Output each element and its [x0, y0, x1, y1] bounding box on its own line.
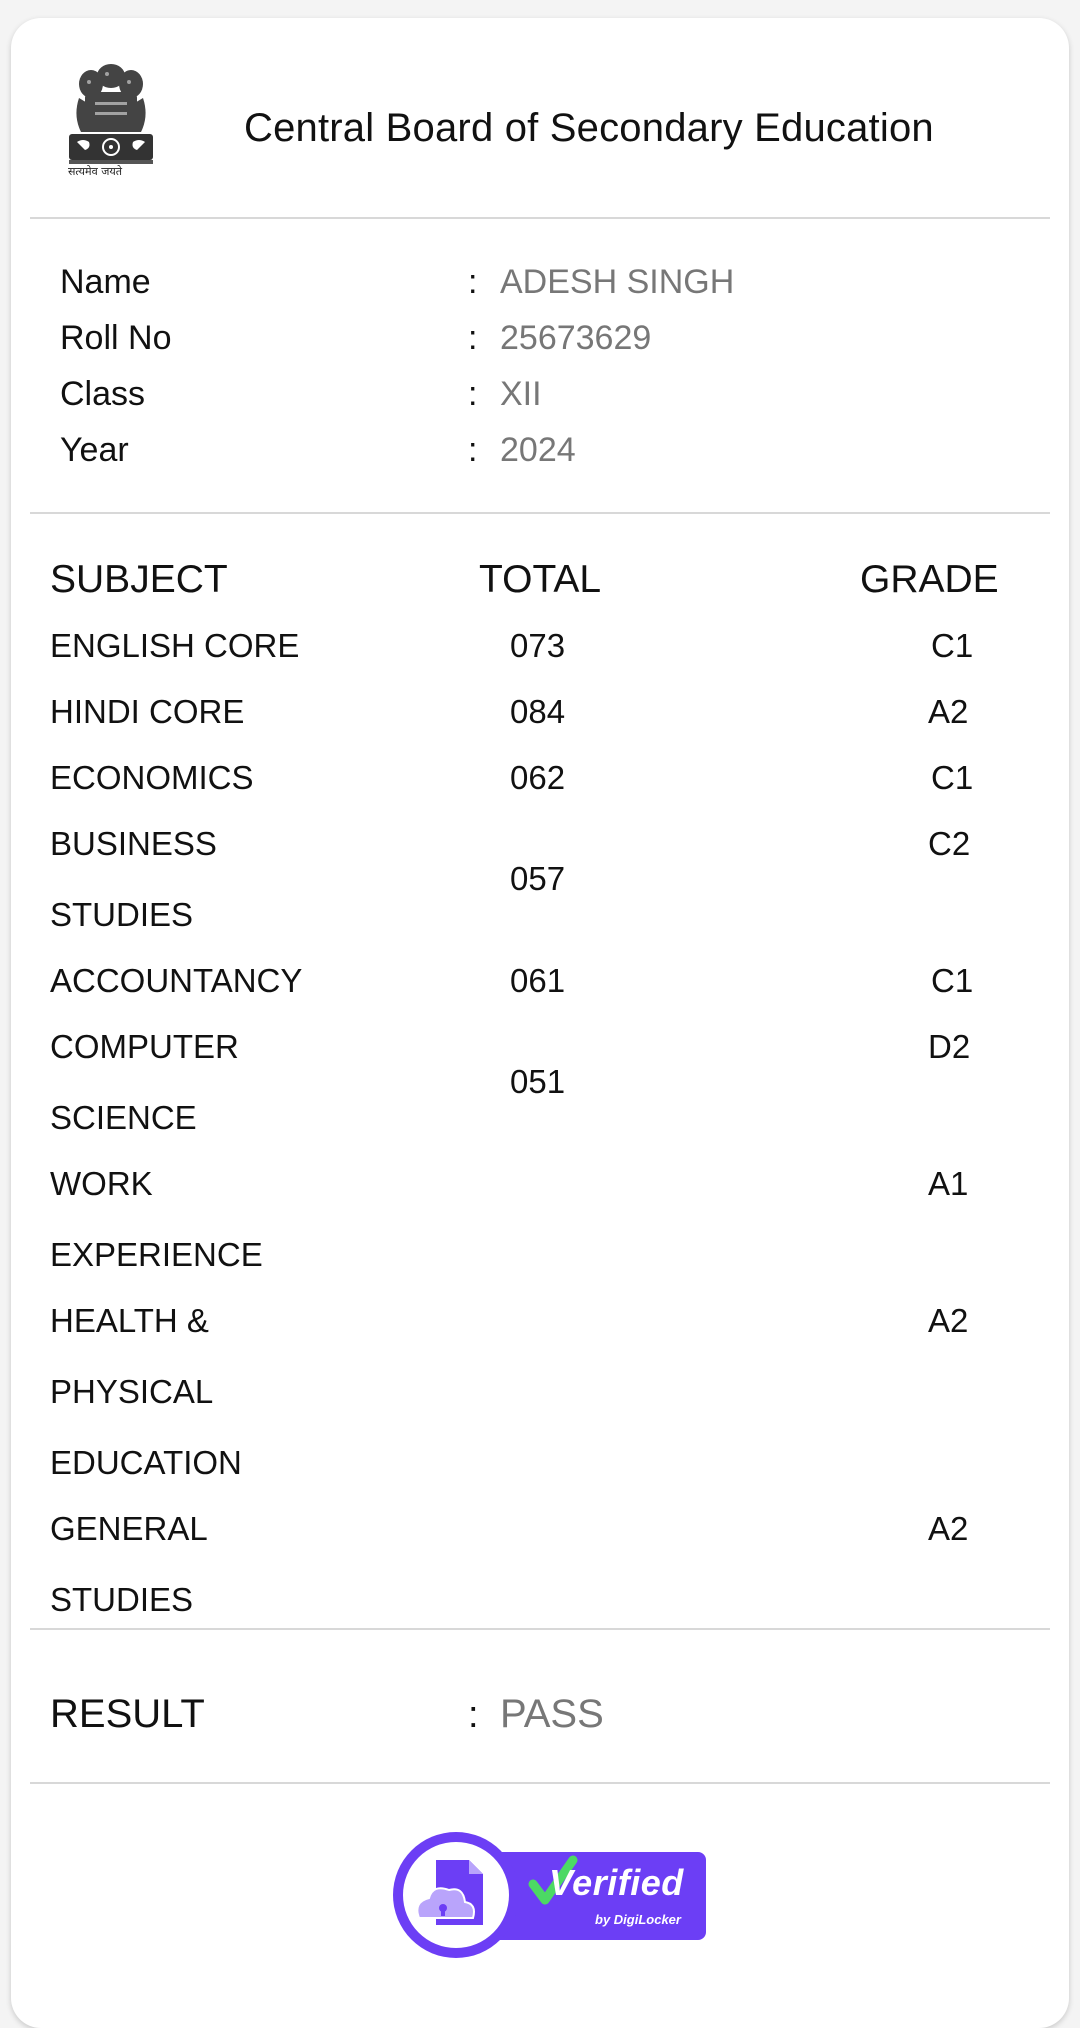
- total-cell: 051: [510, 1063, 566, 1100]
- subject-cell: BUSINESS: [50, 825, 217, 862]
- grade-cell: C1: [931, 759, 974, 796]
- total-cell: 061: [510, 962, 566, 999]
- grade-cell: C2: [928, 825, 971, 862]
- verified-label: Verified: [549, 1862, 684, 1903]
- subject-cell: WORK: [50, 1165, 153, 1202]
- total-cell: 073: [510, 627, 566, 664]
- grade-cell: A2: [928, 1510, 969, 1547]
- header: [11, 18, 1069, 218]
- subject-cell: EDUCATION: [50, 1444, 242, 1481]
- separator: :: [468, 431, 478, 469]
- subject-cell: STUDIES: [50, 1581, 194, 1618]
- name-value: ADESH SINGH: [500, 263, 735, 301]
- result-label: RESULT: [50, 1692, 205, 1736]
- subject-cell: GENERAL: [50, 1510, 208, 1547]
- result-value: PASS: [500, 1692, 604, 1736]
- grade-header: GRADE: [860, 558, 999, 601]
- subject-cell: ECONOMICS: [50, 759, 254, 796]
- digilocker-label: by DigiLocker: [595, 1912, 681, 1927]
- total-cell: 084: [510, 693, 566, 730]
- header-divider: [30, 217, 1050, 219]
- total-cell: 062: [510, 759, 566, 796]
- roll-no-label: Roll No: [60, 319, 172, 357]
- subject-cell: EXPERIENCE: [50, 1236, 263, 1273]
- year-value: 2024: [500, 431, 576, 469]
- class-label: Class: [60, 375, 146, 413]
- table-divider: [30, 1628, 1050, 1630]
- subject-cell: STUDIES: [50, 896, 194, 933]
- subject-cell: ENGLISH CORE: [50, 627, 300, 664]
- subject-header: SUBJECT: [50, 558, 228, 601]
- subject-cell: HINDI CORE: [50, 693, 245, 730]
- grade-cell: A2: [928, 693, 969, 730]
- total-header: TOTAL: [479, 558, 602, 601]
- subject-cell: SCIENCE: [50, 1099, 197, 1136]
- grade-cell: C1: [931, 627, 974, 664]
- roll-no-value: 25673629: [500, 319, 652, 357]
- grade-cell: A2: [928, 1302, 969, 1339]
- separator: :: [468, 263, 478, 301]
- subject-cell: COMPUTER: [50, 1028, 239, 1065]
- board-title: Central Board of Secondary Education: [244, 106, 934, 150]
- separator: :: [468, 375, 478, 413]
- name-row: [11, 263, 1069, 313]
- class-value: XII: [500, 375, 542, 413]
- total-cell: 057: [510, 860, 566, 897]
- result-card: [11, 18, 1069, 2028]
- year-label: Year: [60, 431, 129, 469]
- grade-cell: A1: [928, 1165, 969, 1202]
- national-emblem-icon: [59, 54, 163, 204]
- digilocker-verified-badge: [391, 1830, 716, 1960]
- name-label: Name: [60, 263, 151, 301]
- grade-cell: C1: [931, 962, 974, 999]
- emblem-motto: सत्यमेव जयते: [68, 165, 123, 178]
- grade-cell: D2: [928, 1028, 971, 1065]
- roll-no-row: [11, 319, 1069, 369]
- year-row: [11, 431, 1069, 481]
- result-divider: [30, 1782, 1050, 1784]
- subject-cell: ACCOUNTANCY: [50, 962, 303, 999]
- subject-cell: PHYSICAL: [50, 1373, 214, 1410]
- separator: :: [468, 319, 478, 357]
- subject-cell: HEALTH &: [50, 1302, 209, 1339]
- class-row: [11, 375, 1069, 425]
- info-divider: [30, 512, 1050, 514]
- separator: :: [468, 1694, 479, 1736]
